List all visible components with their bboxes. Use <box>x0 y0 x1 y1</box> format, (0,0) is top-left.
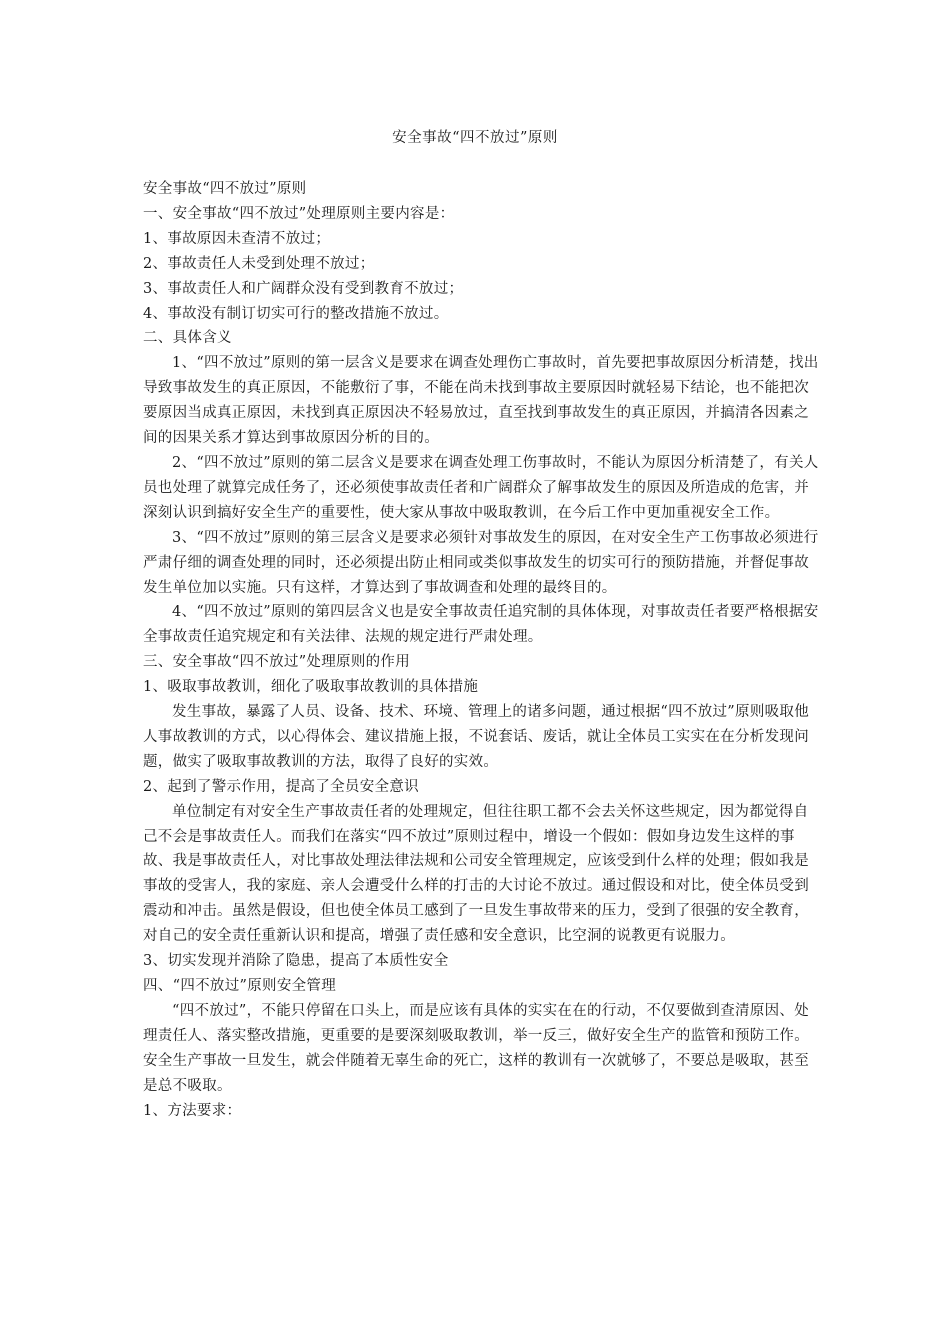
paragraph: 单位制定有对安全生产事故责任者的处理规定，但往往职工都不会去关怀这些规定，因为都觉得自己不会是事故责任人。而我们在落实“四不放过”原则过程中，增设一个假如：假如身边发生这样的事故、我是事故责任人，对比事故处理法律法规和公司安全管理规定，应该受到什么样的处理；假如我是事故的受害人，我的家庭、亲人会遭受什么样的打击的大讨论不放过。通过假设和对比，使全体员受到震动和冲击。虽然是假设，但也使全体员工感到了一旦发生事故带来的压力，受到了很强的安全教育，对自己的安全责任重新认识和提高，增强了责任感和安全意识，比空洞的说教更有说服力。 <box>143 803 809 945</box>
section-heading: 二、具体含义 <box>143 330 232 347</box>
subsection-heading: 2、起到了警示作用，提高了全员安全意识 <box>143 778 419 795</box>
paragraph: 2、“四不放过”原则的第二层含义是要求在调查处理工伤事故时，不能认为原因分析清楚了，有关人员也处理了就算完成任务了，还必须使事故责任者和广阔群众了解事故发生的原因及所造成的危害，并深刻认识到搞好安全生产的重要性，使大家从事故中吸取教训，在今后工作中更加重视安全工作。 <box>143 454 819 521</box>
section-heading: 安全事故“四不放过”原则 <box>143 181 307 197</box>
list-item: 2、事故责任人未受到处理不放过； <box>143 255 375 272</box>
paragraph: “四不放过”，不能只停留在口头上，而是应该有具体的实实在在的行动，不仅要做到查清原因、处理责任人、落实整改措施，更重要的是要深刻吸取教训，举一反三，做好安全生产的监管和预防工作。安全生产事故一旦发生，就会伴随着无辜生命的死亡，这样的教训有一次就够了，不要总是吸取，甚至是总不吸取。 <box>143 1002 810 1094</box>
list-item: 3、事故责任人和广阔群众没有受到教育不放过； <box>143 280 464 297</box>
paragraph: 3、“四不放过”原则的第三层含义是要求必须针对事故发生的原因，在对安全生产工伤事故必须进行严肃仔细的调查处理的同时，还必须提出防止相同或类似事故发生的切实可行的预防措施，并督促事故发生单位加以实施。只有这样，才算达到了事故调查和处理的最终目的。 <box>143 529 819 596</box>
document-title: 安全事故“四不放过”原则 <box>392 130 558 146</box>
paragraph: 发生事故，暴露了人员、设备、技术、环境、管理上的诸多问题，通过根据“四不放过”原则吸取他人事故教训的方式，以心得体会、建议措施上报，不说套话、废话，就让全体员工实实在在分析发现问题，做实了吸取事故教训的方法，取得了良好的实效。 <box>143 704 810 770</box>
subsection-heading: 1、吸取事故教训，细化了吸取事故教训的具体措施 <box>143 679 479 696</box>
paragraph: 4、“四不放过”原则的第四层含义也是安全事故责任追究制的具体体现，对事故责任者要严格根据安全事故责任追究规定和有关法律、法规的规定进行严肃处理。 <box>143 604 819 646</box>
subsection-heading: 3、切实发现并消除了隐患，提高了本质性安全 <box>143 953 449 970</box>
section-heading: 四、“四不放过”原则安全管理 <box>143 978 337 994</box>
list-item: 4、事故没有制订切实可行的整改措施不放过。 <box>143 305 449 322</box>
document-body <box>143 177 823 1123</box>
paragraph: 1、“四不放过”原则的第一层含义是要求在调查处理伤亡事故时，首先要把事故原因分析清楚，找出导致事故发生的真正原因，不能敷衍了事，不能在尚未找到事故主要原因时就轻易下结论，也不能把次要原因当成真正原因，未找到真正原因决不轻易放过，直至找到事故发生的真正原因，并搞清各因素之间的因果关系才算达到事故原因分析的目的。 <box>143 355 819 447</box>
list-item: 1、事故原因未查清不放过； <box>143 230 331 247</box>
paragraph: 一、安全事故“四不放过”处理原则主要内容是： <box>143 205 455 222</box>
section-heading: 三、安全事故“四不放过”处理原则的作用 <box>143 654 411 671</box>
subsection-heading: 1、方法要求： <box>143 1102 242 1119</box>
